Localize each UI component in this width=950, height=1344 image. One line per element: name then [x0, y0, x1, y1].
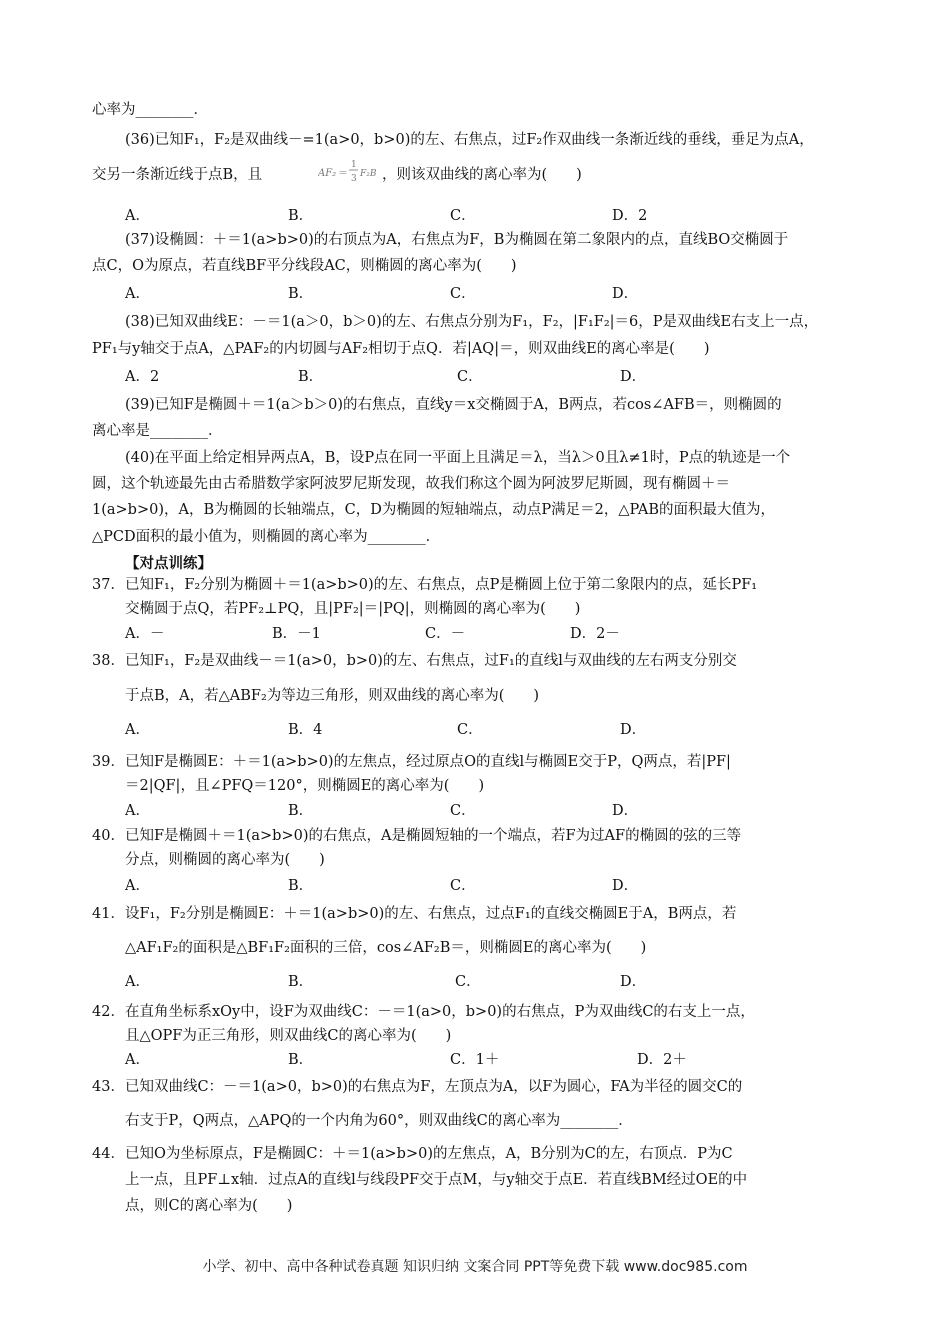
- text-line: 1(a>b>0)，A，B为椭圆的长轴端点，C，D为椭圆的短轴端点，动点P满足＝2，△PAB的面积最大值为，: [92, 502, 776, 518]
- option-c: C．: [450, 878, 476, 894]
- option-b: B．: [288, 974, 314, 990]
- exercise-42: 42．在直角坐标系xOy中，设F为双曲线C：－＝1(a>0，b>0)的右焦点，P为双曲线C的右支上一点，: [92, 1004, 755, 1020]
- text-line: 于点B，A，若△ABF₂为等边三角形，则双曲线的离心率为( ): [125, 688, 540, 704]
- text-line: 点C，O为原点，若直线BF平分线段AC，则椭圆的离心率为( ): [92, 258, 517, 274]
- option-c: C．: [455, 974, 481, 990]
- option-d: D．2: [612, 208, 648, 224]
- text-line: ，则该双曲线的离心率为( ): [382, 167, 582, 183]
- option-c: C．1＋: [450, 1052, 500, 1068]
- option-b: B．－1: [272, 626, 321, 642]
- option-a: A．: [125, 208, 150, 224]
- text-line: 心率为________．: [92, 102, 208, 118]
- option-b: B．: [288, 208, 314, 224]
- option-a: A．: [125, 974, 150, 990]
- option-a: A．2: [125, 369, 160, 385]
- option-b: B．: [288, 286, 314, 302]
- equals-sign: ＝: [338, 168, 348, 179]
- vector-f2b: F₂B: [360, 169, 377, 179]
- option-b: B．: [288, 1052, 314, 1068]
- question-37: (37)设椭圆：＋＝1(a>b>0)的右顶点为A，右焦点为F，B为椭圆在第二象限内的点，直线BO交椭圆于: [125, 232, 789, 248]
- section-heading: 【对点训练】: [125, 556, 212, 572]
- exercise-37: 37．已知F₁，F₂分别为椭圆＋＝1(a>b>0)的左、右焦点，点P是椭圆上位于第二象限内的点，延长PF₁: [92, 577, 758, 593]
- exercise-43: 43．已知双曲线C：－＝1(a>0，b>0)的右焦点为F，左顶点为A，以F为圆心，FA为半径的圆交C的: [92, 1079, 743, 1095]
- text-line: 圆，这个轨迹最先由古希腊数学家阿波罗尼斯发现，故我们称这个圆为阿波罗尼斯圆，现有椭圆＋＝: [92, 476, 730, 492]
- text-line: 分点，则椭圆的离心率为( ): [125, 852, 325, 868]
- option-b: B．: [298, 369, 324, 385]
- question-39: (39)已知F是椭圆＋＝1(a＞b＞0)的右焦点，直线y＝x交椭圆于A，B两点，若cos∠AFB＝，则椭圆的: [125, 397, 782, 413]
- option-a: A．: [125, 722, 150, 738]
- option-a: A．－: [125, 626, 165, 642]
- option-c: C．－: [425, 626, 466, 642]
- question-38: (38)已知双曲线E：－＝1(a＞0，b＞0)的左、右焦点分别为F₁，F₂，|F₁F₂|＝6，P是双曲线E右支上一点，: [125, 314, 819, 330]
- exercise-38: 38．已知F₁，F₂是双曲线－＝1(a>0，b>0)的左、右焦点，过F₁的直线l与双曲线的左右两支分别交: [92, 653, 737, 669]
- fraction-numerator: 1: [351, 160, 357, 170]
- text-line: 交另一条渐近线于点B，且: [92, 167, 263, 183]
- option-a: A．: [125, 286, 150, 302]
- option-d: D．: [612, 286, 639, 302]
- option-d: D．: [612, 878, 639, 894]
- question-36: (36)已知F₁，F₂是双曲线－=1(a>0，b>0)的左、右焦点，过F₂作双曲线一条渐近线的垂线，垂足为点A，: [125, 132, 814, 148]
- text-line: ＝2|QF|，且∠PFQ＝120°，则椭圆E的离心率为( ): [125, 778, 485, 794]
- text-line: 点，则C的离心率为( ): [125, 1198, 293, 1214]
- text-line: 上一点，且PF⊥x轴．过点A的直线l与线段PF交于点M，与y轴交于点E．若直线BM经过OE的中: [125, 1172, 748, 1188]
- question-40: (40)在平面上给定相异两点A，B，设P点在同一平面上且满足＝λ，当λ＞0且λ≠1时，P点的轨迹是一个: [125, 450, 791, 466]
- option-b: B．4: [288, 722, 323, 738]
- exercise-41: 41．设F₁，F₂分别是椭圆E：＋＝1(a>b>0)的左、右焦点，过点F₁的直线交椭圆E于A，B两点，若: [92, 906, 737, 922]
- option-b: B．: [288, 803, 314, 819]
- option-d: D．: [620, 722, 647, 738]
- option-c: C．: [450, 208, 476, 224]
- option-d: D．2＋: [637, 1052, 687, 1068]
- text-line: △PCD面积的最小值为，则椭圆的离心率为________．: [92, 529, 441, 545]
- option-c: C．: [457, 722, 483, 738]
- option-c: C．: [450, 286, 476, 302]
- option-d: D．: [612, 803, 639, 819]
- text-line: △AF₁F₂的面积是△BF₁F₂面积的三倍，cos∠AF₂B＝，则椭圆E的离心率为( ): [125, 940, 647, 956]
- option-d: D．: [620, 369, 647, 385]
- exercise-44: 44．已知O为坐标原点，F是椭圆C：＋＝1(a>b>0)的左焦点，A，B分别为C的左，右顶点．P为C: [92, 1146, 733, 1162]
- option-d: D．2－: [570, 626, 620, 642]
- text-line: 交椭圆于点Q，若PF₂⊥PQ，且|PF₂|＝|PQ|，则椭圆的离心率为( ): [125, 601, 581, 617]
- exercise-40: 40．已知F是椭圆＋＝1(a>b>0)的右焦点，A是椭圆短轴的一个端点，若F为过AF的椭圆的弦的三等: [92, 828, 742, 844]
- option-a: A．: [125, 1052, 150, 1068]
- vector-af2: AF₂: [318, 168, 337, 179]
- option-a: A．: [125, 878, 150, 894]
- fraction-vector-expression: [318, 154, 378, 190]
- text-line: PF₁与y轴交于点A，△PAF₂的内切圆与AF₂相切于点Q．若|AQ|＝，则双曲线E的离心率是( ): [92, 341, 710, 357]
- footer-banner: 小学、初中、高中各种试卷真题 知识归纳 文案合同 PPT等免费下载 www.doc985.com: [202, 1259, 748, 1275]
- option-b: B．: [288, 878, 314, 894]
- exercise-39: 39．已知F是椭圆E：＋＝1(a>b>0)的左焦点，经过原点O的直线l与椭圆E交于P，Q两点，若|PF|: [92, 754, 731, 770]
- text-line: 离心率是________．: [92, 423, 223, 439]
- option-c: C．: [457, 369, 483, 385]
- option-d: D．: [620, 974, 647, 990]
- option-c: C．: [450, 803, 476, 819]
- option-a: A．: [125, 803, 150, 819]
- text-line: 右支于P，Q两点，△APQ的一个内角为60°，则双曲线C的离心率为________．: [125, 1113, 633, 1129]
- fraction-denominator: 3: [351, 174, 357, 184]
- text-line: 且△OPF为正三角形，则双曲线C的离心率为( ): [125, 1028, 452, 1044]
